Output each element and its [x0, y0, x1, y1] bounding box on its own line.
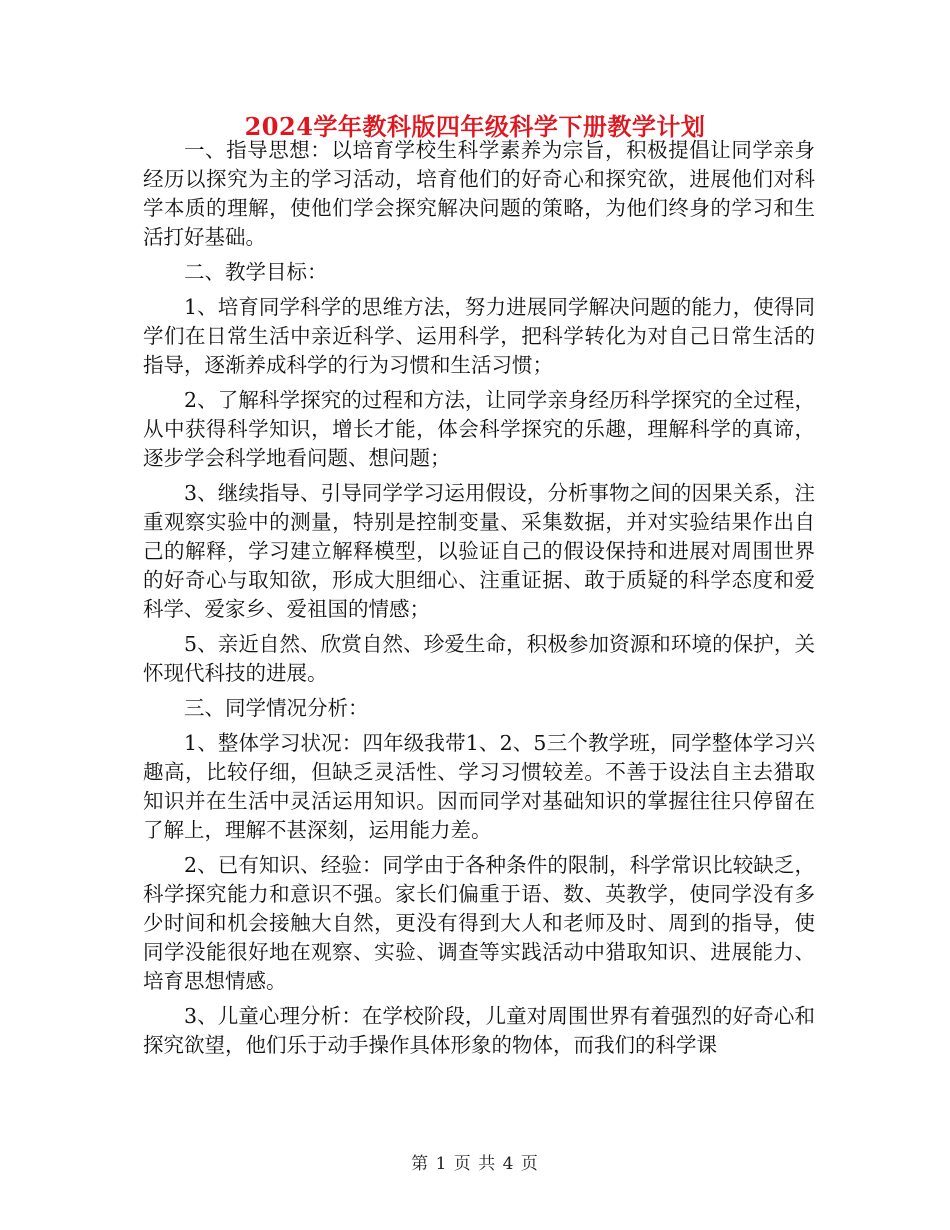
paragraph-goal-3: 3、继续指导、引导同学学习运用假设，分析事物之间的因果关系，注重观察实验中的测量，特别是控制变量、采集数据，并对实验结果作出自己的解释，学习建立解释模型，以验证自己的假设保持和进展对周围世界的好奇心与取知欲，形成大胆细心、注重证据、敢于质疑的科学态度和爱科学、爱家乡、爱祖国的情感；	[143, 481, 815, 621]
paragraph-goal-5: 5、亲近自然、欣赏自然、珍爱生命，积极参加资源和环境的保护，关怀现代科技的进展。	[143, 632, 815, 685]
page-number-footer: 第 1 页 共 4 页	[411, 1154, 539, 1174]
document-title: 2024学年教科版四年级科学下册教学计划	[244, 112, 706, 141]
document-body	[143, 136, 815, 1066]
paragraph-overall-learning: 1、整体学习状况：四年级我带1、2、5三个教学班，同学整体学习兴趣高，比较仔细，但缺乏灵活性、学习习惯较差。不善于设法自主去猎取知识并在生活中灵活运用知识。因而同学对基础知识的掌握往往只停留在了解上，理解不甚深刻，运用能力差。	[143, 731, 815, 842]
paragraph-goal-2: 2、了解科学探究的过程和方法，让同学亲身经历科学探究的全过程，从中获得科学知识，增长才能，体会科学探究的乐趣，理解科学的真谛，逐步学会科学地看问题、想问题；	[143, 388, 815, 470]
paragraph-guiding-ideology: 一、指导思想：以培育学校生科学素养为宗旨，积极提倡让同学亲身经历以探究为主的学习活动，培育他们的好奇心和探究欲，进展他们对科学本质的理解，使他们学会探究解决问题的策略，为他们终身的学习和生活打好基础。	[143, 138, 815, 249]
paragraph-goal-1: 1、培育同学科学的思维方法，努力进展同学解决问题的能力，使得同学们在日常生活中亲近科学、运用科学，把科学转化为对自己日常生活的指导，逐渐养成科学的行为习惯和生活习惯；	[143, 295, 815, 377]
heading-student-analysis: 三、同学情况分析：	[184, 696, 369, 720]
paragraph-prior-knowledge: 2、已有知识、经验：同学由于各种条件的限制，科学常识比较缺乏，科学探究能力和意识不强。家长们偏重于语、数、英教学，使同学没有多少时间和机会接触大自然，更没有得到大人和老师及时、周到的指导，使同学没能很好地在观察、实验、调查等实践活动中猎取知识、进展能力、培育思想情感。	[143, 853, 815, 993]
heading-teaching-goals: 二、教学目标：	[184, 260, 328, 284]
paragraph-child-psychology: 3、儿童心理分析：在学校阶段，儿童对周围世界有着强烈的好奇心和探究欲望，他们乐于动手操作具体形象的物体，而我们的科学课	[143, 1004, 815, 1057]
